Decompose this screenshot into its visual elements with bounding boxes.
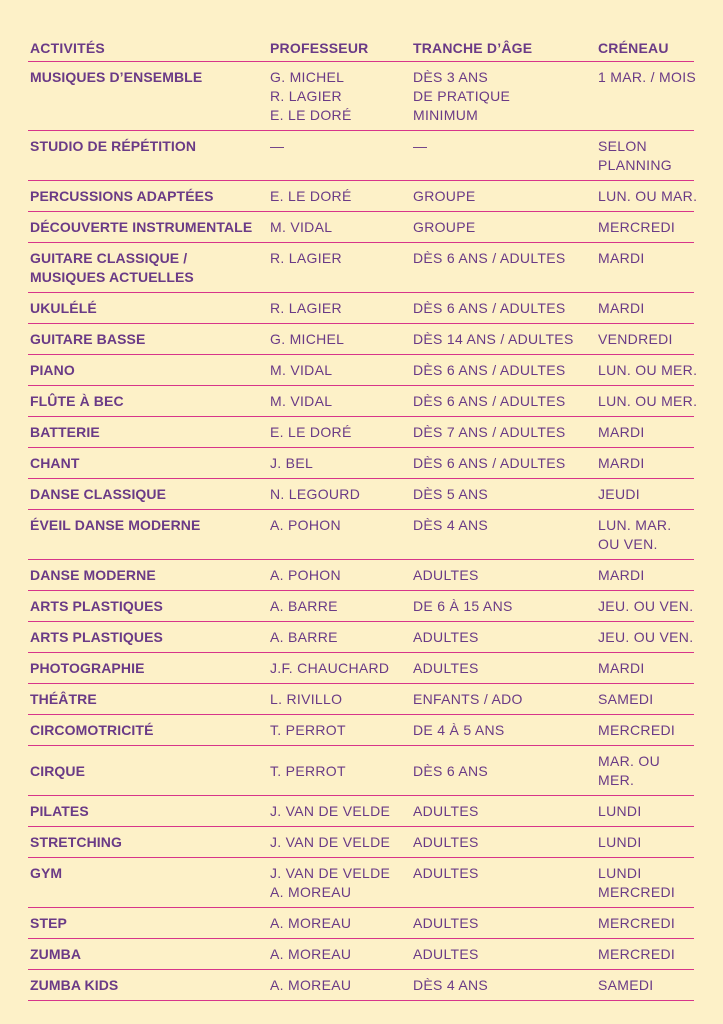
- teacher-cell: [268, 479, 411, 510]
- activity-cell: [28, 653, 268, 684]
- table-row: [28, 827, 694, 858]
- activity-cell-line: GUITARE CLASSIQUE /: [30, 250, 188, 266]
- age-cell-line: DE 4 À 5 ANS: [413, 722, 505, 738]
- table-row: [28, 858, 694, 908]
- slot-cell-line: JEU. OU VEN.: [598, 598, 694, 614]
- slot-cell-line: LUNDI: [598, 865, 642, 881]
- activity-cell: [28, 560, 268, 591]
- activity-cell-line: ARTS PLASTIQUES: [30, 598, 163, 614]
- slot-cell-line: MARDI: [598, 250, 645, 266]
- slot-cell: [596, 417, 694, 448]
- teacher-cell-line: A. MOREAU: [270, 915, 352, 931]
- slot-cell-line: MERCREDI: [598, 722, 676, 738]
- slot-cell: [596, 715, 694, 746]
- activity-cell: [28, 684, 268, 715]
- teacher-cell-line: R. LAGIER: [270, 88, 342, 104]
- activity-cell: [28, 181, 268, 212]
- teacher-cell: [268, 970, 411, 1001]
- slot-cell-line: PLANNING: [598, 157, 672, 173]
- teacher-cell: [268, 510, 411, 560]
- teacher-cell-line: J. VAN DE VELDE: [270, 865, 391, 881]
- age-cell-line: DÈS 14 ANS / ADULTES: [413, 331, 574, 347]
- table-row: [28, 622, 694, 653]
- teacher-cell: [268, 622, 411, 653]
- age-cell-line: DÈS 7 ANS / ADULTES: [413, 424, 566, 440]
- activity-cell-line: FLÛTE À BEC: [30, 393, 124, 409]
- age-cell-line: DÈS 6 ANS / ADULTES: [413, 300, 566, 316]
- teacher-cell: [268, 746, 411, 796]
- activity-cell-line: GYM: [30, 865, 63, 881]
- slot-cell: [596, 386, 698, 417]
- age-cell: [411, 324, 596, 355]
- age-cell-line: DÈS 3 ANS: [413, 69, 489, 85]
- age-cell-line: ADULTES: [413, 567, 479, 583]
- table-row: [28, 131, 694, 181]
- slot-cell-line: LUNDI: [598, 834, 642, 850]
- activity-cell-line: CIRQUE: [30, 762, 86, 779]
- activity-cell-line: MUSIQUES D’ENSEMBLE: [30, 69, 203, 85]
- slot-cell-line: MARDI: [598, 660, 645, 676]
- table-row: [28, 510, 694, 560]
- activity-cell-line: STRETCHING: [30, 834, 122, 850]
- slot-cell: [596, 908, 694, 939]
- age-cell: [411, 355, 596, 386]
- slot-cell-line: LUN. OU MER.: [598, 362, 698, 378]
- age-cell: [411, 293, 596, 324]
- slot-cell-line: MERCREDI: [598, 946, 676, 962]
- table-header-row: [28, 32, 694, 62]
- age-cell: [411, 746, 596, 796]
- table-body: [28, 62, 698, 1001]
- activity-cell-line: ZUMBA: [30, 946, 82, 962]
- activity-cell: [28, 715, 268, 746]
- teacher-cell: [268, 448, 411, 479]
- teacher-cell-line: G. MICHEL: [270, 331, 345, 347]
- slot-cell-line: VENDREDI: [598, 331, 673, 347]
- activity-cell-line: STEP: [30, 915, 67, 931]
- slot-cell: [596, 827, 694, 858]
- age-cell: [411, 591, 596, 622]
- activity-cell-line: CHANT: [30, 455, 80, 471]
- slot-cell: [596, 796, 694, 827]
- age-cell: [411, 212, 596, 243]
- teacher-cell-line: N. LEGOURD: [270, 486, 361, 502]
- teacher-cell-line: E. LE DORÉ: [270, 107, 352, 123]
- teacher-cell: [268, 908, 411, 939]
- slot-cell: [596, 684, 694, 715]
- teacher-cell-line: G. MICHEL: [270, 69, 345, 85]
- age-cell: [411, 827, 596, 858]
- teacher-cell: [268, 293, 411, 324]
- age-cell-line: ADULTES: [413, 865, 479, 881]
- teacher-cell-line: J.F. CHAUCHARD: [270, 660, 390, 676]
- age-cell: [411, 560, 596, 591]
- teacher-cell: [268, 796, 411, 827]
- activity-cell-line: STUDIO DE RÉPÉTITION: [30, 138, 197, 154]
- age-cell-line: DÈS 6 ANS / ADULTES: [413, 250, 566, 266]
- age-cell-line: DÈS 4 ANS: [413, 977, 489, 993]
- slot-cell: [596, 355, 698, 386]
- activity-cell: [28, 212, 268, 243]
- activity-cell: [28, 324, 268, 355]
- activity-cell: [28, 939, 268, 970]
- slot-cell: [596, 510, 694, 560]
- age-cell-line: DÈS 6 ANS: [413, 762, 489, 779]
- teacher-cell: [268, 591, 411, 622]
- slot-cell-line: JEU. OU VEN.: [598, 629, 694, 645]
- age-cell: [411, 62, 596, 131]
- teacher-cell: [268, 212, 411, 243]
- slot-cell-line: SELON: [598, 138, 647, 154]
- activity-cell-line: BATTERIE: [30, 424, 100, 440]
- slot-cell: [596, 243, 694, 293]
- activity-cell-line: ARTS PLASTIQUES: [30, 629, 163, 645]
- teacher-cell: [268, 243, 411, 293]
- slot-cell-line: SAMEDI: [598, 977, 654, 993]
- table-row: [28, 417, 694, 448]
- slot-cell-line: LUN. MAR.: [598, 517, 672, 533]
- teacher-cell-line: —: [270, 138, 285, 154]
- age-cell-line: ADULTES: [413, 660, 479, 676]
- teacher-cell-line: A. POHON: [270, 517, 341, 533]
- table-row: [28, 386, 694, 417]
- table-row: [28, 324, 694, 355]
- table-row: [28, 355, 694, 386]
- slot-cell: [596, 181, 698, 212]
- teacher-cell: [268, 181, 411, 212]
- activity-cell: [28, 908, 268, 939]
- age-cell: [411, 684, 596, 715]
- age-cell: [411, 858, 596, 908]
- activity-cell-line: PERCUSSIONS ADAPTÉES: [30, 188, 214, 204]
- age-cell: [411, 131, 596, 181]
- slot-cell: [596, 293, 694, 324]
- slot-cell: [596, 591, 694, 622]
- table-row: [28, 653, 694, 684]
- slot-cell: [596, 746, 694, 796]
- age-cell: [411, 386, 596, 417]
- activities-table: [28, 32, 698, 1001]
- table-row: [28, 715, 694, 746]
- teacher-cell-line: A. BARRE: [270, 629, 338, 645]
- age-cell: [411, 448, 596, 479]
- table-row: [28, 970, 694, 1001]
- age-cell-line: DÈS 6 ANS / ADULTES: [413, 362, 566, 378]
- activity-cell-line: PHOTOGRAPHIE: [30, 660, 145, 676]
- age-cell-line: —: [413, 138, 428, 154]
- slot-cell-line: 1 MAR. / MOIS: [598, 69, 697, 85]
- teacher-cell: [268, 417, 411, 448]
- slot-cell-line: LUN. OU MAR.: [598, 188, 698, 204]
- teacher-cell-line: A. MOREAU: [270, 884, 352, 900]
- age-cell-line: DÈS 6 ANS / ADULTES: [413, 455, 566, 471]
- activity-cell: [28, 62, 268, 131]
- teacher-cell-line: M. VIDAL: [270, 219, 333, 235]
- teacher-cell-line: A. POHON: [270, 567, 341, 583]
- age-cell: [411, 417, 596, 448]
- slot-cell: [596, 479, 694, 510]
- teacher-cell: [268, 324, 411, 355]
- teacher-cell: [268, 560, 411, 591]
- table-row: [28, 181, 694, 212]
- activity-cell: [28, 386, 268, 417]
- activity-cell: [28, 796, 268, 827]
- age-cell: [411, 181, 596, 212]
- teacher-cell-line: J. VAN DE VELDE: [270, 803, 391, 819]
- teacher-cell-line: M. VIDAL: [270, 393, 333, 409]
- teacher-cell-line: E. LE DORÉ: [270, 424, 352, 440]
- header-activity: ACTIVITÉS: [28, 32, 268, 62]
- activity-cell: [28, 417, 268, 448]
- teacher-cell-line: T. PERROT: [270, 762, 346, 779]
- activity-cell: [28, 970, 268, 1001]
- activity-cell-line: GUITARE BASSE: [30, 331, 146, 347]
- slot-cell-line: MARDI: [598, 424, 645, 440]
- teacher-cell-line: R. LAGIER: [270, 250, 342, 266]
- teacher-cell: [268, 653, 411, 684]
- age-cell-line: DÈS 6 ANS / ADULTES: [413, 393, 566, 409]
- age-cell: [411, 796, 596, 827]
- teacher-cell-line: A. MOREAU: [270, 946, 352, 962]
- slot-cell: [596, 448, 694, 479]
- activity-cell-line: DÉCOUVERTE INSTRUMENTALE: [30, 219, 253, 235]
- table-row: [28, 243, 694, 293]
- activity-cell: [28, 746, 268, 796]
- age-cell-line: ENFANTS / ADO: [413, 691, 523, 707]
- age-cell: [411, 939, 596, 970]
- age-cell-line: ADULTES: [413, 915, 479, 931]
- teacher-cell: [268, 715, 411, 746]
- slot-cell-line: MARDI: [598, 300, 645, 316]
- activity-cell-line: PIANO: [30, 362, 75, 378]
- teacher-cell: [268, 858, 411, 908]
- age-cell-line: DE PRATIQUE: [413, 88, 511, 104]
- age-cell-line: ADULTES: [413, 834, 479, 850]
- age-cell: [411, 908, 596, 939]
- age-cell: [411, 715, 596, 746]
- table-row: [28, 293, 694, 324]
- activity-cell-line: PILATES: [30, 803, 89, 819]
- activity-cell-line: ÉVEIL DANSE MODERNE: [30, 517, 201, 533]
- slot-cell-line: SAMEDI: [598, 691, 654, 707]
- activity-cell: [28, 448, 268, 479]
- activity-cell: [28, 355, 268, 386]
- teacher-cell: [268, 827, 411, 858]
- age-cell: [411, 479, 596, 510]
- teacher-cell: [268, 131, 411, 181]
- table-row: [28, 448, 694, 479]
- teacher-cell: [268, 62, 411, 131]
- slot-cell-line: LUNDI: [598, 803, 642, 819]
- teacher-cell: [268, 939, 411, 970]
- teacher-cell-line: M. VIDAL: [270, 362, 333, 378]
- age-cell: [411, 970, 596, 1001]
- slot-cell-line: MERCREDI: [598, 884, 676, 900]
- activity-cell: [28, 622, 268, 653]
- slot-cell-line: MARDI: [598, 567, 645, 583]
- teacher-cell: [268, 684, 411, 715]
- activity-cell: [28, 591, 268, 622]
- age-cell: [411, 510, 596, 560]
- activity-cell-line: ZUMBA KIDS: [30, 977, 119, 993]
- activity-cell: [28, 293, 268, 324]
- activity-cell-line: DANSE MODERNE: [30, 567, 156, 583]
- slot-cell-line: OU VEN.: [598, 536, 658, 552]
- slot-cell: [596, 131, 694, 181]
- age-cell: [411, 622, 596, 653]
- age-cell-line: DE 6 À 15 ANS: [413, 598, 513, 614]
- table-row: [28, 591, 694, 622]
- slot-cell: [596, 653, 694, 684]
- age-cell-line: DÈS 5 ANS: [413, 486, 489, 502]
- slot-cell: [596, 62, 697, 131]
- slot-cell-line: MERCREDI: [598, 915, 676, 931]
- age-cell-line: MINIMUM: [413, 107, 479, 123]
- activity-cell-line: CIRCOMOTRICITÉ: [30, 722, 154, 738]
- slot-cell-line: JEUDI: [598, 486, 640, 502]
- slot-cell-line: MERCREDI: [598, 219, 676, 235]
- activity-cell: [28, 131, 268, 181]
- table-row: [28, 796, 694, 827]
- activity-cell: [28, 510, 268, 560]
- teacher-cell-line: L. RIVILLO: [270, 691, 343, 707]
- teacher-cell: [268, 355, 411, 386]
- age-cell-line: DÈS 4 ANS: [413, 517, 489, 533]
- activity-cell: [28, 243, 268, 293]
- teacher-cell-line: T. PERROT: [270, 722, 346, 738]
- slot-cell: [596, 939, 694, 970]
- activity-cell: [28, 858, 268, 908]
- table-row: [28, 746, 694, 796]
- slot-cell-line: MAR. OU: [598, 753, 660, 769]
- header-age: TRANCHE D’ÂGE: [411, 32, 596, 62]
- table-row: [28, 212, 694, 243]
- slot-cell: [596, 858, 694, 908]
- table-row: [28, 560, 694, 591]
- activity-cell: [28, 479, 268, 510]
- teacher-cell: [268, 386, 411, 417]
- activity-cell-line: THÉÂTRE: [30, 691, 97, 707]
- header-slot: CRÉNEAU: [596, 32, 694, 62]
- slot-cell-line: MER.: [598, 772, 635, 788]
- header-teacher: PROFESSEUR: [268, 32, 411, 62]
- age-cell-line: GROUPE: [413, 219, 476, 235]
- teacher-cell-line: A. BARRE: [270, 598, 338, 614]
- table-row: [28, 479, 694, 510]
- table-row: [28, 684, 694, 715]
- age-cell-line: GROUPE: [413, 188, 476, 204]
- slot-cell: [596, 324, 694, 355]
- activity-cell-line: MUSIQUES ACTUELLES: [30, 269, 194, 285]
- teacher-cell-line: A. MOREAU: [270, 977, 352, 993]
- activity-cell-line: UKULÉLÉ: [30, 300, 97, 316]
- table-row: [28, 939, 694, 970]
- slot-cell: [596, 212, 694, 243]
- age-cell: [411, 243, 596, 293]
- teacher-cell-line: J. BEL: [270, 455, 314, 471]
- slot-cell-line: LUN. OU MER.: [598, 393, 698, 409]
- activity-cell-line: DANSE CLASSIQUE: [30, 486, 167, 502]
- teacher-cell-line: R. LAGIER: [270, 300, 342, 316]
- table-row: [28, 62, 694, 131]
- teacher-cell-line: E. LE DORÉ: [270, 188, 352, 204]
- age-cell-line: ADULTES: [413, 803, 479, 819]
- age-cell-line: ADULTES: [413, 946, 479, 962]
- teacher-cell-line: J. VAN DE VELDE: [270, 834, 391, 850]
- table-row: [28, 908, 694, 939]
- activity-cell: [28, 827, 268, 858]
- slot-cell: [596, 622, 694, 653]
- slot-cell-line: MARDI: [598, 455, 645, 471]
- slot-cell: [596, 970, 694, 1001]
- age-cell-line: ADULTES: [413, 629, 479, 645]
- slot-cell: [596, 560, 694, 591]
- age-cell: [411, 653, 596, 684]
